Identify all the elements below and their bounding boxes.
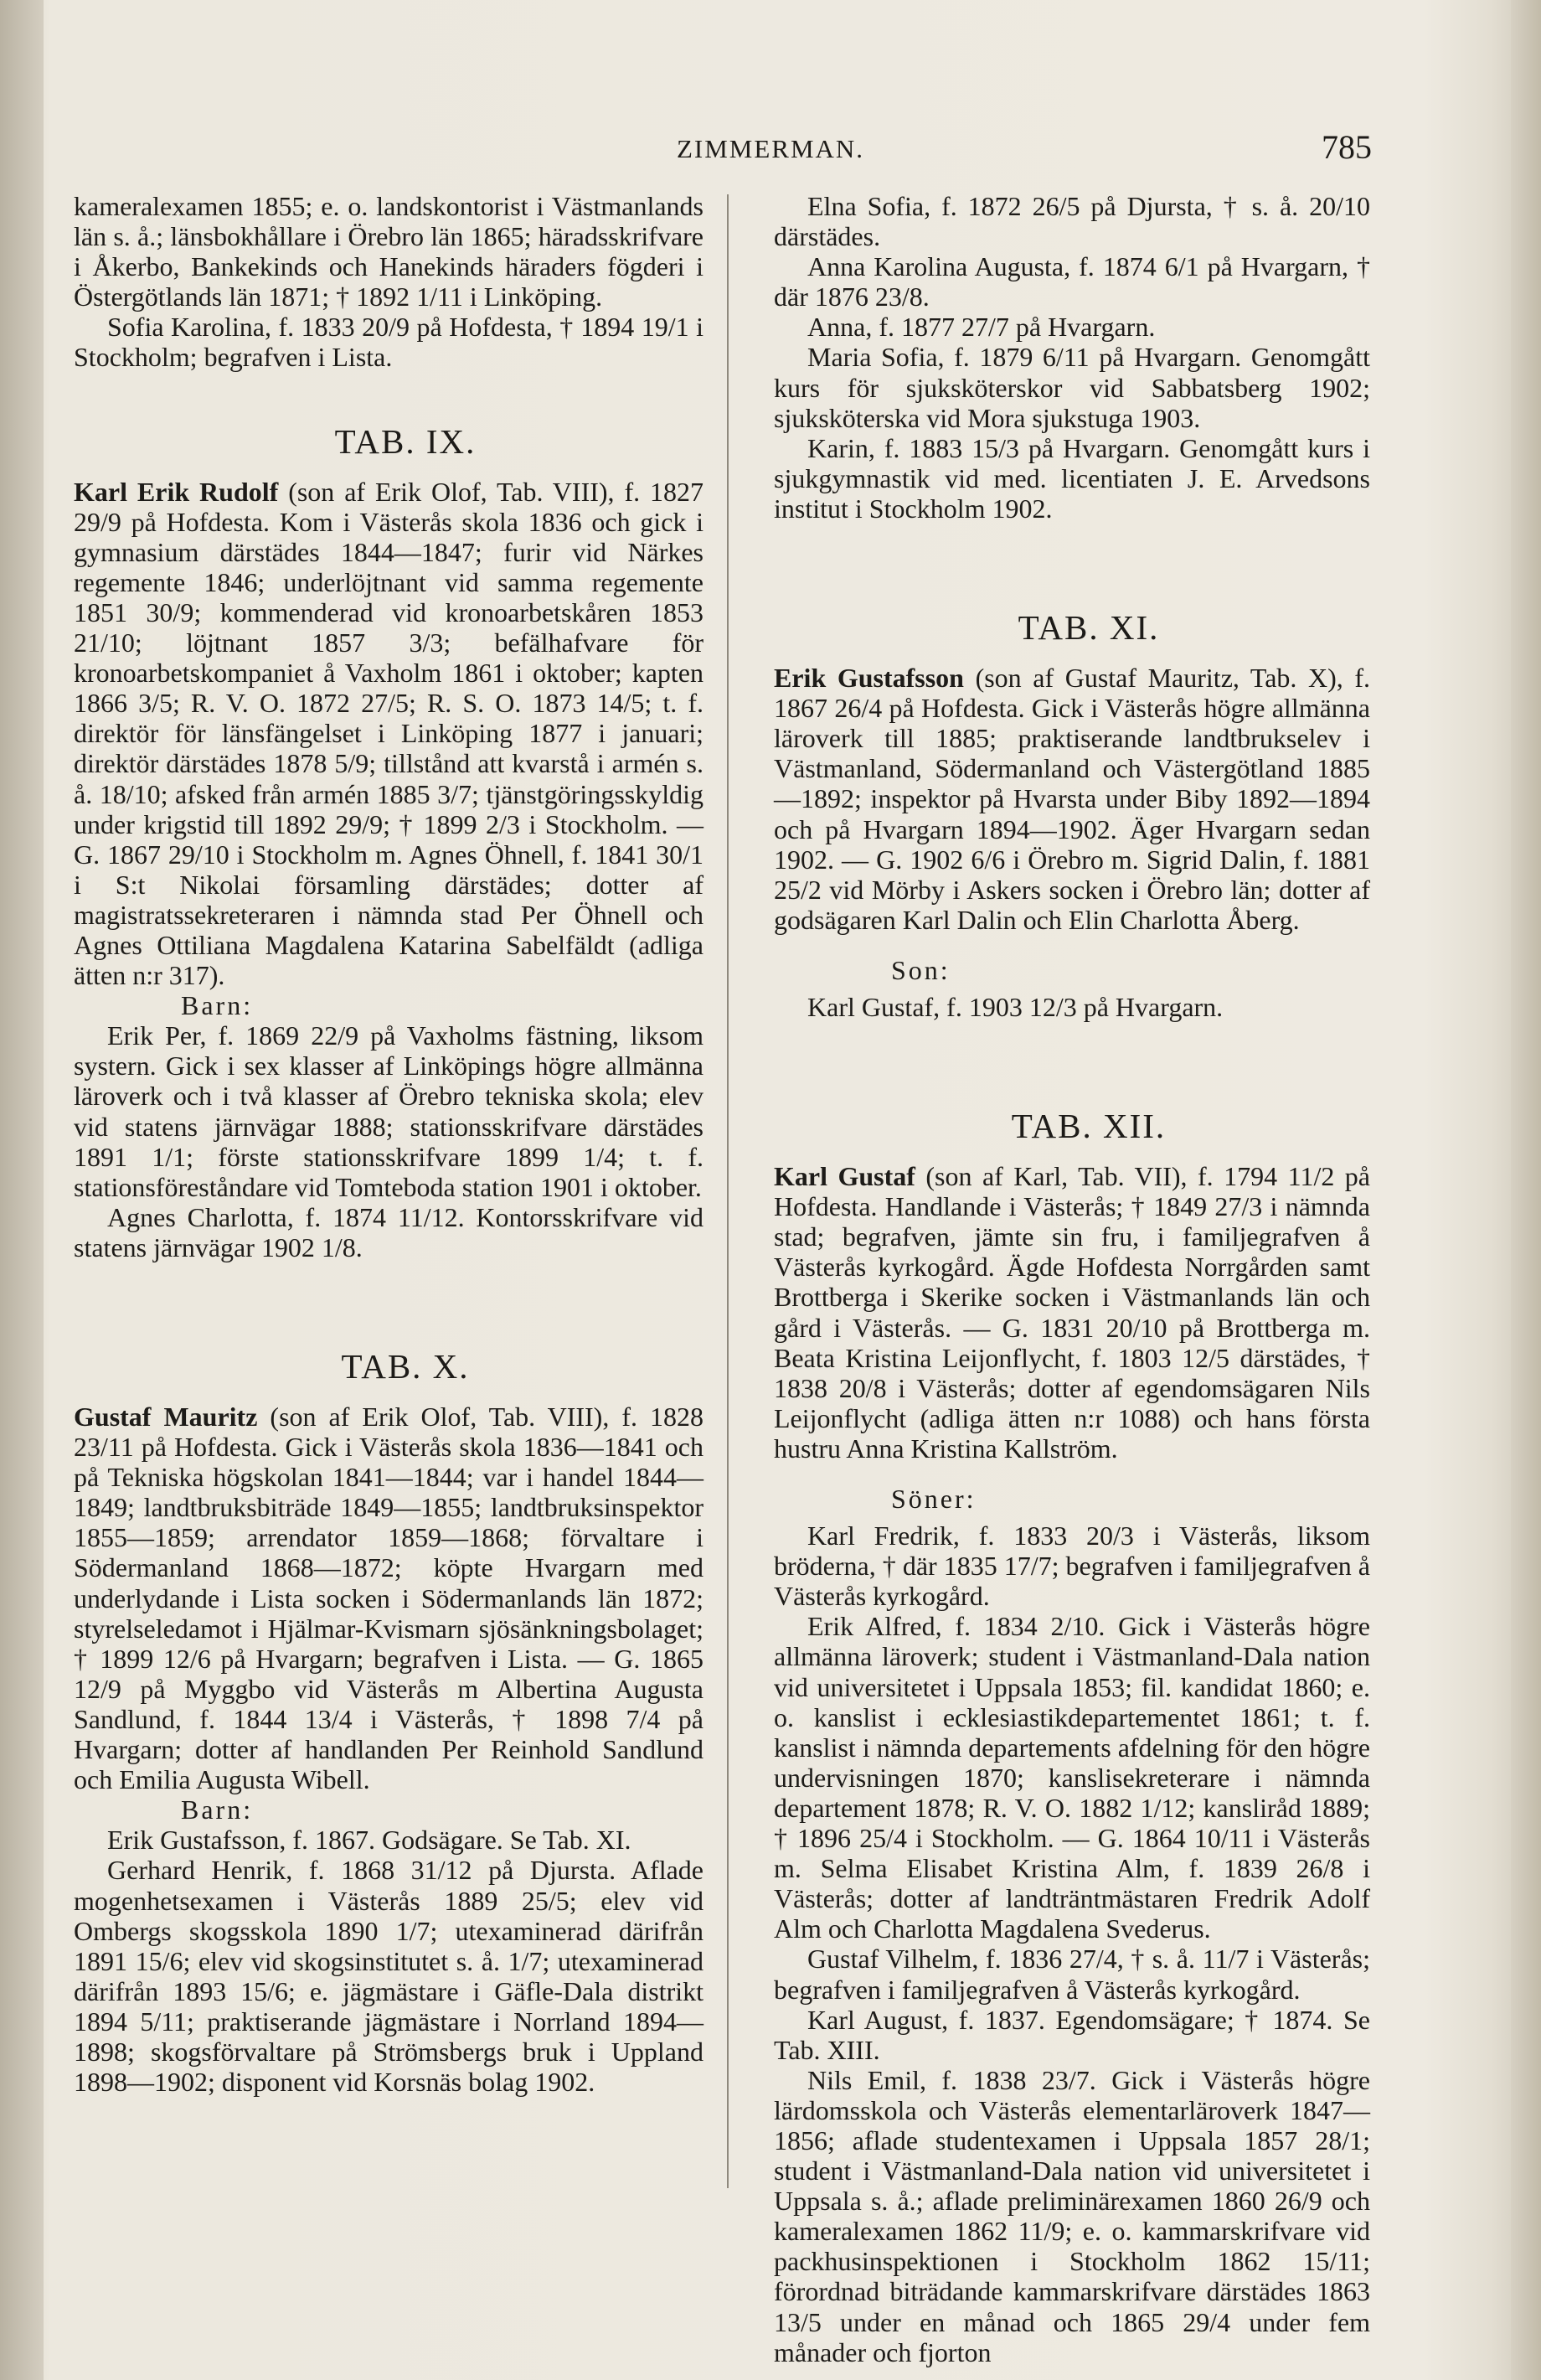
child-entry: Elna Sofia, f. 1872 26/5 på Djursta, † s. å. 20/10 därstädes. [774, 191, 1370, 252]
sons-label: Söner: [891, 1484, 977, 1514]
section-heading: TAB. X. [341, 1347, 470, 1386]
child-entry: Erik Gustafsson, f. 1867. Godsägare. Se Tab. XI. [107, 1825, 631, 1856]
entry-paragraph [74, 477, 704, 991]
entry-name: Erik Gustafsson [774, 663, 964, 694]
page-number: 785 [1322, 128, 1372, 166]
entry-text: (son af Erik Olof, Tab. VIII), f. 1828 23/11 på Hofdesta. Gick i Västerås skola 1836—1841 och på Tekniska högskolan 1841—1844; var i handel 1844—1849; landtbruksbiträde 1849—1855; landtbruksinspektor 1855—1859; arrendator 1859—1868; förvaltare i Södermanland 1868—1872; köpte Hvargarn med underlydande i Lista socken i Södermanlands län 1872; styrelseledamot i Hjälmar-Kvismarn sjösänkningsbolaget; † 1899 12/6 på Hvargarn; begrafven i Lista. — G. 1865 12/9 på Myggbo vid Västerås m Albertina Augusta Sandlund, f. 1844 13/4 i Västerås, † 1898 7/4 på Hvargarn; dotter af handlanden Per Reinhold Sandlund och Emilia Augusta Wibell. [74, 1402, 704, 1795]
entry-text: (son af Erik Olof, Tab. VIII), f. 1827 29/9 på Hofdesta. Kom i Västerås skola 1836 och gick i gymnasium därstädes 1844—1847; furir vid Närkes regemente 1846; underlöjtnant vid samma regemente 1851 30/9; kommenderad vid kronoarbetskåren 1853 21/10; löjtnant 1857 3/3; befälhafvare för kronoarbetskompaniet å Vaxholm 1861 i oktober; kapten 1866 3/5; R. V. O. 1872 27/5; R. S. O. 1873 14/5; t. f. direktör för länsfängelset i Linköping 1877 i januari; direktör därstädes 1878 5/9; tillstånd att kvarstå i armén s. å. 18/10; afsked från armén 1885 3/7; tjänstgöringsskyldig under krigstid till 1892 29/9; † 1899 2/3 i Stockholm. — G. 1867 29/10 i Stockholm m. Agnes Öhnell, f. 1841 30/1 i S:t Nikolai församling därstädes; dotter af magistratssekreteraren i nämnda stad Per Öhnell och Agnes Ottiliana Magdalena Katarina Sabelfäldt (adliga ätten n:r 317). [74, 476, 704, 991]
child-entry: Anna Karolina Augusta, f. 1874 6/1 på Hvargarn, † där 1876 23/8. [774, 251, 1370, 312]
column-divider [727, 194, 729, 2188]
entry-text: (son af Karl, Tab. VII), f. 1794 11/2 på Hofdesta. Handlande i Västerås; † 1849 27/3 i nämnda stad; begrafven, jämte sin fru, i familjegrafven å Västerås kyrkogård. Ägde Hofdesta Norrgården samt Brottberga i Skerike socken i Västmanlands län och gård i Västerås. — G. 1831 20/10 på Brottberga m. Beata Kristina Leijonflycht, f. 1803 12/5 därstädes, † 1838 20/8 i Västerås; dotter af egendomsägaren Nils Leijonflycht (adliga ätten n:r 1088) och hans första hustru Anna Kristina Kallström. [774, 1161, 1371, 1464]
children-label: Barn: [181, 1794, 254, 1825]
right-column [774, 191, 1370, 2367]
paragraph: kameralexamen 1855; e. o. landskontorist i Västmanlands län s. å.; länsbokhållare i Örebro län 1865; häradsskrifvare i Åkerbo, Bankekinds och Hanekinds häraders fögderi i Östergötlands län 1871; † 1892 1/11 i Linköping. [74, 191, 704, 312]
child-entry: Gerhard Henrik, f. 1868 31/12 på Djursta. Aflade mogenhetsexamen i Västerås 1889 25/5; elev vid Ombergs skogsskola 1890 1/7; utexaminerad därifrån 1891 15/6; elev vid skogsinstitutet s. å. 1/7; utexaminerad därifrån 1893 15/6; e. jägmästare i Gäfle-Dala distrikt 1894 5/11; praktiserande jägmästare i Norrland 1894—1898; skogsförvaltare på Strömsbergs bruk i Uppland 1898—1902; disponent vid Korsnäs bolag 1902. [74, 1855, 704, 2098]
entry-name: Gustaf Mauritz [74, 1402, 258, 1432]
entry-name: Karl Erik Rudolf [74, 476, 279, 507]
left-column [74, 191, 704, 2097]
section-heading: TAB. XII. [1011, 1107, 1167, 1146]
children-label: Barn: [181, 990, 254, 1021]
child-entry: Erik Per, f. 1869 22/9 på Vaxholms fästning, liksom systern. Gick i sex klasser af Linköpings högre allmänna läroverk och i två klasser af Örebro tekniska skola; elev vid statens järnvägar 1888; stationsskrifvare därstädes 1891 1/1; förste stationsskrifvare 1899 1/4; t. f. stationsföreståndare vid Tomteboda station 1901 i oktober. [74, 1020, 704, 1202]
child-entry: Karl August, f. 1837. Egendomsägare; † 1874. Se Tab. XIII. [774, 2004, 1370, 2065]
child-entry: Karl Fredrik, f. 1833 20/3 i Västerås, liksom bröderna, † där 1835 17/7; begrafven i familjegrafven å Västerås kyrkogård. [774, 1520, 1370, 1612]
child-entry: Gustaf Vilhelm, f. 1836 27/4, † s. å. 11/7 i Västerås; begrafven i familjegrafven å Västerås kyrkogård. [774, 1944, 1370, 2005]
child-entry: Erik Alfred, f. 1834 2/10. Gick i Västerås högre allmänna läroverk; student i Västmanland-Dala nation vid universitetet i Uppsala 1853; fil. kandidat 1860; e. o. kanslist i ecklesiastikdepartementet 1861; t. f. kanslist i nämnda departements afdelning för den högre undervisningen 1870; kanslisekreterare i nämnda departement 1878; R. V. O. 1882 1/12; kansliråd 1889; † 1896 25/4 i Stockholm. — G. 1864 10/11 i Västerås m. Selma Elisabet Kristina Alm, f. 1839 26/8 i Västerås; dotter af landträntmästaren Fredrik Adolf Alm och Charlotta Magdalena Svederus. [774, 1611, 1370, 1944]
entry-paragraph [774, 663, 1370, 935]
child-entry: Agnes Charlotta, f. 1874 11/12. Kontorsskrifvare vid statens järnvägar 1902 1/8. [74, 1201, 704, 1262]
entry-paragraph [774, 1161, 1370, 1464]
child-entry: Maria Sofia, f. 1879 6/11 på Hvargarn. Genomgått kurs för sjuksköterskor vid Sabbatsberg 1902; sjuksköterska vid Mora sjukstuga 1903. [774, 342, 1370, 433]
entry-text: (son af Gustaf Mauritz, Tab. X), f. 1867 26/4 på Hofdesta. Gick i Västerås högre allmänna läroverk till 1885; praktiserande landtbrukselev i Västmanland, Södermanland och Västergötland 1885—1892; inspektor på Hvarsta under Biby 1892—1894 och på Hvargarn 1894—1902. Äger Hvargarn sedan 1902. — G. 1902 6/6 i Örebro m. Sigrid Dalin, f. 1881 25/2 vid Mörby i Askers socken i Örebro län; dotter af godsägaren Karl Dalin och Elin Charlotta Åberg. [774, 663, 1371, 935]
running-header: ZIMMERMAN. [676, 134, 865, 163]
child-entry: Karl Gustaf, f. 1903 12/3 på Hvargarn. [807, 991, 1224, 1022]
section-heading: TAB. XI. [1018, 608, 1160, 648]
entry-paragraph [74, 1402, 704, 1794]
entry-name: Karl Gustaf [774, 1161, 915, 1192]
page-edge [1511, 0, 1541, 2380]
child-entry: Nils Emil, f. 1838 23/7. Gick i Västerås högre lärdomsskola och Västerås elementarläroverk 1847—1856; aflade studentexamen i Uppsala 1857 28/1; student i Västmanland-Dala nation vid universitetet i Uppsala s. å.; aflade preliminärexamen 1860 26/9 och kameralexamen 1862 11/9; e. o. kammarskrifvare vid packhusinspektionen i Stockholm 1862 15/11; förordnad biträdande kammarskrifvare därstädes 1863 13/5 under en månad och 1865 29/4 under fem månader och fjorton [774, 2064, 1370, 2367]
son-label: Son: [891, 954, 951, 985]
paragraph: Sofia Karolina, f. 1833 20/9 på Hofdesta, † 1894 19/1 i Stockholm; begrafven i Lista. [74, 312, 704, 373]
section-heading: TAB. IX. [334, 421, 477, 461]
page-binding-shadow [0, 0, 44, 2380]
child-entry: Karin, f. 1883 15/3 på Hvargarn. Genomgått kurs i sjukgymnastik vid med. licentiaten J. E. Arvedsons institut i Stockholm 1902. [774, 432, 1370, 524]
child-entry: Anna, f. 1877 27/7 på Hvargarn. [807, 312, 1156, 343]
